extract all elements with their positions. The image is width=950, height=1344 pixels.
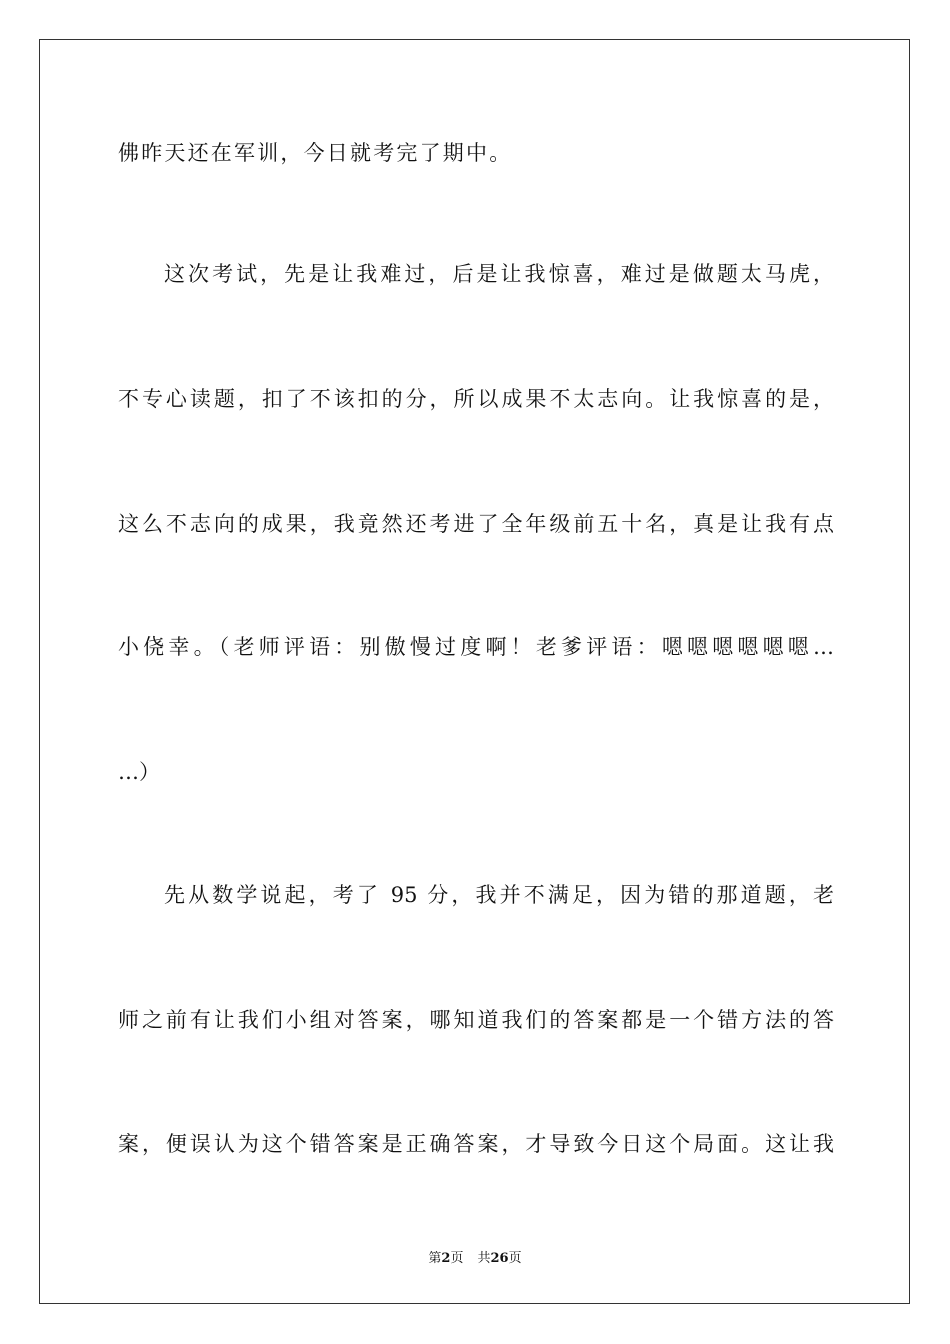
text-line-4: 这么不志向的成果，我竟然还考进了全年级前五十名，真是让我有点 [118,512,834,536]
text-line-5: 小侥幸。（老师评语：别傲慢过度啊！老爹评语：嗯嗯嗯嗯嗯嗯… [118,635,834,659]
text-line-2: 这次考试，先是让我难过，后是让我惊喜，难过是做题太马虎， [164,262,834,286]
text-line-8: 师之前有让我们小组对答案，哪知道我们的答案都是一个错方法的答 [118,1008,834,1032]
page-footer [0,1247,950,1266]
page-suffix: 页 [450,1251,464,1266]
page-border [39,39,910,1304]
text-line-7: 先从数学说起，考了 95 分，我并不满足，因为错的那道题，老 [164,883,834,907]
text-line-9: 案，便误认为这个错答案是正确答案，才导致今日这个局面。这让我 [118,1132,834,1156]
total-suffix: 页 [508,1251,522,1266]
text-line-1: 佛昨天还在军训，今日就考完了期中。 [118,141,513,165]
text-line-3: 不专心读题，扣了不该扣的分，所以成果不太志向。让我惊喜的是， [118,387,834,411]
page-prefix: 第 [428,1251,442,1266]
text-line-6: …） [118,760,160,784]
total-prefix: 共 [477,1251,491,1266]
page-current: 2 [441,1251,451,1266]
page-total: 26 [490,1251,509,1266]
